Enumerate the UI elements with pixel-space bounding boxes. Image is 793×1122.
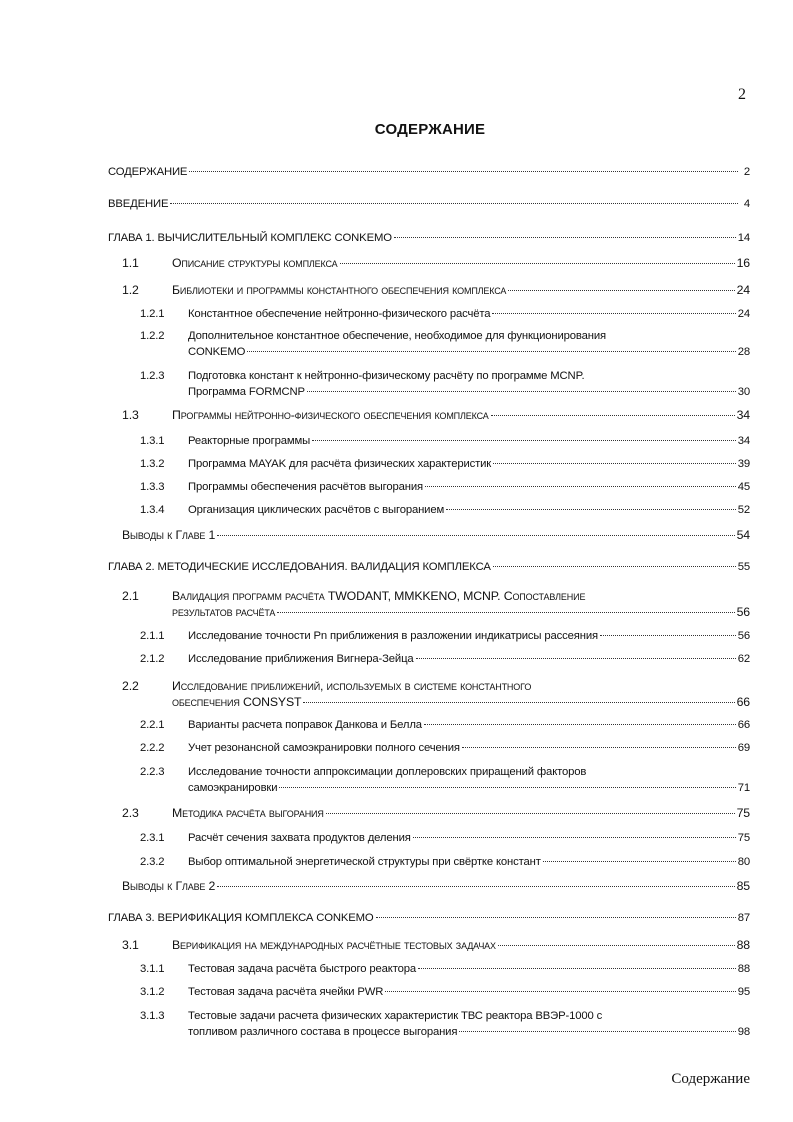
page-footer: Содержание <box>671 1071 750 1087</box>
toc-entry-page: 52 <box>737 504 750 516</box>
toc-entry-title: Валидация программ расчёта TWODANT, MMKKENO, MCNP. Сопоставление <box>172 589 586 603</box>
toc-entry-page: 34 <box>737 435 750 447</box>
toc-entry-title: топливом различного состава в процессе выгорания <box>188 1026 458 1038</box>
dot-leader <box>413 837 736 838</box>
toc-entry[interactable] <box>140 961 750 977</box>
toc-entry-page: 56 <box>736 605 750 619</box>
toc-entry-title: ГЛАВА 1. ВЫЧИСЛИТЕЛЬНЫЙ КОМПЛЕКС CONKEMO <box>108 232 392 244</box>
toc-entry-title: Исследование точности Pn приближения в разложении индикатрисы рассеяния <box>188 630 598 642</box>
toc-entry-page: 39 <box>737 458 750 470</box>
toc-entry-page: 85 <box>736 879 750 893</box>
toc-entry-title: ГЛАВА 2. МЕТОДИЧЕСКИЕ ИССЛЕДОВАНИЯ. ВАЛИДАЦИЯ КОМПЛЕКСА <box>108 561 491 573</box>
page-title: СОДЕРЖАНИЕ <box>374 121 486 138</box>
page-number: 2 <box>738 86 746 103</box>
dot-leader <box>418 968 736 969</box>
dot-leader <box>446 509 736 510</box>
toc-entry-title: СОДЕРЖАНИЕ <box>108 166 188 178</box>
toc-entry[interactable] <box>108 230 750 246</box>
toc-entry-title: Программы нейтронно-физического обеспечения комплекса <box>172 408 489 422</box>
toc-entry-title: результатов расчёта <box>172 605 276 619</box>
toc-entry[interactable] <box>140 764 750 796</box>
toc-entry-title: Выбор оптимальной энергетической структуры при свёртке констант <box>188 856 541 868</box>
dot-leader <box>217 535 734 536</box>
dot-leader <box>279 787 735 788</box>
toc-entry-title: Исследование приближения Вигнера-Зейца <box>188 653 414 665</box>
toc-entry-page: 71 <box>737 782 750 794</box>
toc-entry-title: Исследование приближений, используемых в системе константного <box>172 679 532 693</box>
dot-leader <box>376 917 736 918</box>
toc-entry-number: 2.2.3 <box>140 766 165 778</box>
toc-entry-title: Расчёт сечения захвата продуктов деления <box>188 832 411 844</box>
toc-entry[interactable] <box>140 456 750 472</box>
toc-entry[interactable] <box>108 559 750 575</box>
toc-entry-number: 3.1.1 <box>140 963 165 975</box>
toc-entry-number: 2.2.1 <box>140 719 165 731</box>
dot-leader <box>247 351 735 352</box>
dot-leader <box>303 702 734 703</box>
toc-entry[interactable] <box>122 805 750 821</box>
toc-entry-title: Реакторные программы <box>188 435 311 447</box>
toc-entry[interactable] <box>140 479 750 495</box>
toc-entry-number: 2.1.1 <box>140 630 165 642</box>
toc-entry-title: Описание структуры комплекса <box>172 256 338 270</box>
toc-entry-title: Программа FORMCNP <box>188 386 305 398</box>
toc-entry[interactable] <box>122 878 750 894</box>
dot-leader <box>307 391 736 392</box>
toc-entry-page: 80 <box>737 856 750 868</box>
toc-entry-title: ГЛАВА 3. ВЕРИФИКАЦИЯ КОМПЛЕКСА CONKEMO <box>108 912 374 924</box>
dot-leader <box>340 263 735 264</box>
toc-entry[interactable] <box>140 740 750 756</box>
toc-entry[interactable] <box>122 527 750 543</box>
dot-leader <box>277 612 734 613</box>
dot-leader <box>543 861 736 862</box>
dot-leader <box>170 203 738 204</box>
toc-entry[interactable] <box>122 282 750 298</box>
toc-entry-number: 1.3.1 <box>140 435 165 447</box>
dot-leader <box>394 237 736 238</box>
dot-leader <box>462 747 736 748</box>
toc-entry-title: Тестовая задача расчёта ячейки PWR <box>188 986 384 998</box>
toc-entry-number: 1.3.3 <box>140 481 165 493</box>
toc-entry[interactable] <box>140 984 750 1000</box>
toc-entry-page: 66 <box>736 695 750 709</box>
toc-entry-title: Дополнительное константное обеспечение, необходимое для функционирования <box>188 330 606 342</box>
toc-entry-number: 1.2.2 <box>140 330 165 342</box>
toc-entry-title: Выводы к Главе 1 <box>122 528 216 542</box>
toc-entry-page: 4 <box>743 198 750 210</box>
dot-leader <box>459 1031 735 1032</box>
dot-leader <box>326 813 735 814</box>
toc-entry-title: Исследование точности аппроксимации доплеровских приращений факторов <box>188 766 587 778</box>
toc-entry-title: Программы обеспечения расчётов выгорания <box>188 481 423 493</box>
toc-entry-page: 28 <box>737 346 750 358</box>
toc-entry[interactable] <box>140 433 750 449</box>
toc-entry-title: обеспечения CONSYST <box>172 695 302 709</box>
dot-leader <box>493 463 736 464</box>
toc-entry[interactable] <box>140 368 750 400</box>
toc-entry-page: 66 <box>737 719 750 731</box>
toc-entry-page: 45 <box>737 481 750 493</box>
toc-entry[interactable] <box>140 854 750 870</box>
toc-entry-page: 75 <box>737 832 750 844</box>
toc-entry-page: 2 <box>743 166 750 178</box>
toc-entry-number: 1.2 <box>122 283 139 297</box>
toc-entry[interactable] <box>140 651 750 667</box>
dot-leader <box>385 991 735 992</box>
toc-entry[interactable] <box>140 628 750 644</box>
dot-leader <box>498 945 735 946</box>
dot-leader <box>189 171 738 172</box>
toc-entry-title: Верификация на международных расчётные тестовых задачах <box>172 938 496 952</box>
toc-entry-title: Методика расчёта выгорания <box>172 806 324 820</box>
toc-entry-number: 1.3 <box>122 408 139 422</box>
toc-entry-number: 2.1 <box>122 589 139 603</box>
toc-entry-page: 75 <box>736 806 750 820</box>
dot-leader <box>416 658 736 659</box>
toc-entry-page: 34 <box>736 408 750 422</box>
toc-entry-number: 1.3.4 <box>140 504 165 516</box>
toc-entry[interactable] <box>122 937 750 953</box>
toc-entry[interactable] <box>140 1008 750 1040</box>
dot-leader <box>312 440 736 441</box>
toc-entry-number: 2.2 <box>122 679 139 693</box>
toc-entry-number: 1.2.1 <box>140 308 165 320</box>
toc-entry-title: Организация циклических расчётов с выгоранием <box>188 504 445 516</box>
toc-entry[interactable] <box>108 910 750 926</box>
toc-entry-page: 55 <box>737 561 750 573</box>
dot-leader <box>492 313 735 314</box>
toc-entry-page: 16 <box>736 256 750 270</box>
toc-entry-number: 2.3.1 <box>140 832 165 844</box>
toc-entry-page: 24 <box>736 283 750 297</box>
toc-entry-number: 2.3.2 <box>140 856 165 868</box>
toc-entry[interactable] <box>140 502 750 518</box>
toc-entry-title: Варианты расчета поправок Данкова и Белла <box>188 719 422 731</box>
toc-entry-title: ВВЕДЕНИЕ <box>108 198 169 210</box>
toc-entry-title: самоэкранировки <box>188 782 278 794</box>
dot-leader <box>425 486 736 487</box>
toc-entry-page: 88 <box>737 963 750 975</box>
toc-entry-title: Тестовые задачи расчета физических характеристик ТВС реактора ВВЭР-1000 с <box>188 1010 603 1022</box>
toc-entry[interactable] <box>140 328 750 360</box>
toc-entry[interactable] <box>108 196 750 212</box>
dot-leader <box>600 635 736 636</box>
toc-entry[interactable] <box>140 306 750 322</box>
toc-entry-title: Библиотеки и программы константного обеспечения комплекса <box>172 283 507 297</box>
dot-leader <box>424 724 736 725</box>
toc-entry-title: Выводы к Главе 2 <box>122 879 216 893</box>
toc-entry-number: 3.1 <box>122 938 139 952</box>
toc-entry-page: 95 <box>737 986 750 998</box>
toc-entry-number: 2.3 <box>122 806 139 820</box>
toc-entry-title: Тестовая задача расчёта быстрого реактора <box>188 963 416 975</box>
toc-entry-page: 88 <box>736 938 750 952</box>
toc-entry-page: 54 <box>736 528 750 542</box>
toc-entry[interactable] <box>122 407 750 423</box>
toc-entry[interactable] <box>122 255 750 271</box>
toc-entry-page: 98 <box>737 1026 750 1038</box>
toc-entry-title: Подготовка констант к нейтронно-физическому расчёту по программе MCNP. <box>188 370 585 382</box>
toc-entry[interactable] <box>108 164 750 180</box>
dot-leader <box>493 566 736 567</box>
toc-entry-page: 24 <box>737 308 750 320</box>
toc-entry-number: 1.3.2 <box>140 458 165 470</box>
toc-entry-page: 30 <box>737 386 750 398</box>
dot-leader <box>217 886 734 887</box>
toc-entry[interactable] <box>140 717 750 733</box>
dot-leader <box>508 290 734 291</box>
toc-entry-page: 56 <box>737 630 750 642</box>
toc-entry-number: 1.1 <box>122 256 139 270</box>
toc-entry-page: 14 <box>737 232 750 244</box>
toc-entry-number: 1.2.3 <box>140 370 165 382</box>
toc-entry[interactable] <box>122 588 750 620</box>
toc-entry-title: CONKEMO <box>188 346 246 358</box>
toc-entry-number: 3.1.2 <box>140 986 165 998</box>
toc-entry[interactable] <box>140 830 750 846</box>
toc-entry-page: 62 <box>737 653 750 665</box>
dot-leader <box>491 415 735 416</box>
toc-entry-page: 69 <box>737 742 750 754</box>
toc-entry[interactable] <box>122 678 750 710</box>
toc-entry-page: 87 <box>737 912 750 924</box>
toc-entry-number: 2.1.2 <box>140 653 165 665</box>
toc-entry-title: Программа MAYAK для расчёта физических характеристик <box>188 458 492 470</box>
toc-entry-title: Учет резонансной самоэкранировки полного сечения <box>188 742 460 754</box>
toc-entry-number: 3.1.3 <box>140 1010 165 1022</box>
toc-entry-title: Константное обеспечение нейтронно-физического расчёта <box>188 308 491 320</box>
toc-entry-number: 2.2.2 <box>140 742 165 754</box>
